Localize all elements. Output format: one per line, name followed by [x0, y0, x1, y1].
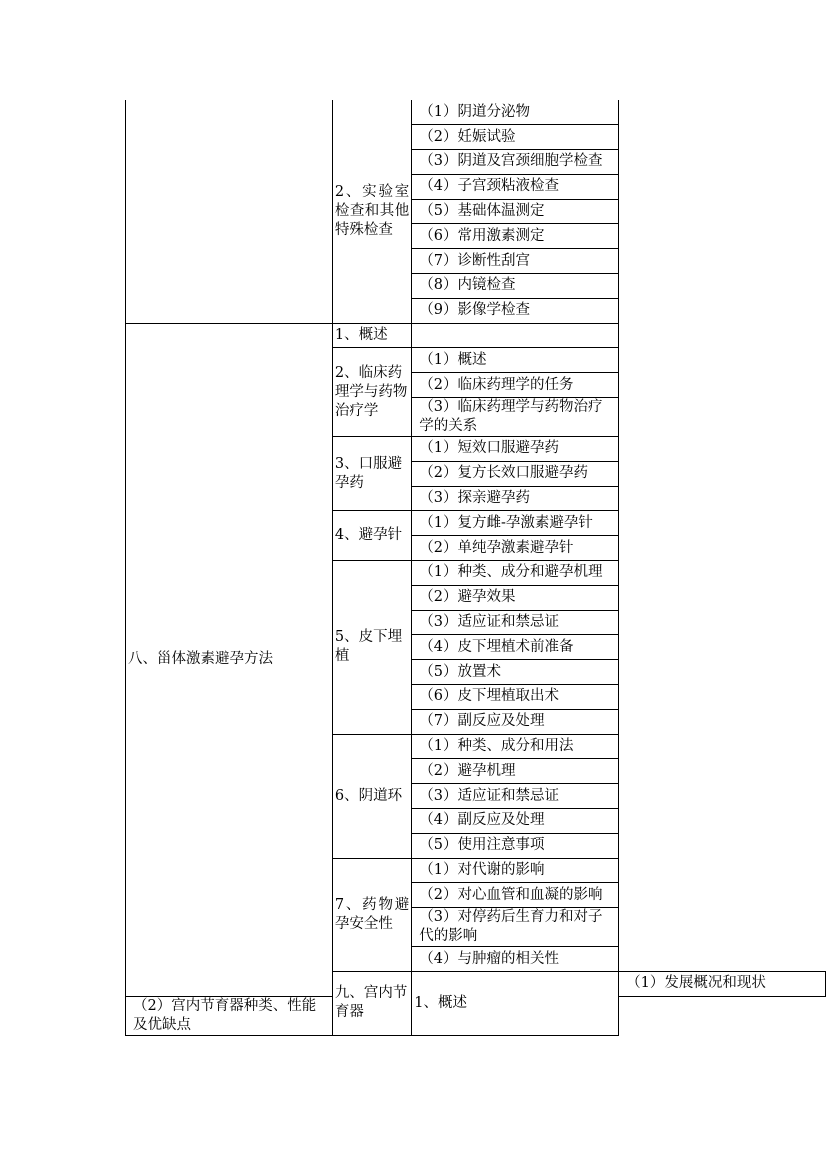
item-text: （5）放置术 — [412, 660, 619, 685]
item-text: （3）适应证和禁忌证 — [412, 610, 619, 635]
item-text: （1）阴道分泌物 — [412, 100, 619, 125]
item-text: （3）临床药理学与药物治疗学的关系 — [412, 398, 619, 437]
topic-title: 1、概述 — [412, 972, 619, 1036]
item-text: （1）种类、成分和避孕机理 — [412, 561, 619, 586]
item-text: （2）对心血管和血凝的影响 — [412, 883, 619, 908]
section-title — [126, 100, 333, 323]
item-text: （1）概述 — [412, 348, 619, 373]
item-text: （5）使用注意事项 — [412, 833, 619, 858]
section-title: 九、宫内节育器 — [332, 972, 411, 1036]
item-text: （3）适应证和禁忌证 — [412, 784, 619, 809]
topic-title: 1、概述 — [332, 323, 411, 348]
topic-title: 6、阴道环 — [332, 734, 411, 858]
item-text: （1）种类、成分和用法 — [412, 734, 619, 759]
item-text: （2）临床药理学的任务 — [412, 373, 619, 398]
item-text: （2）宫内节育器种类、性能及优缺点 — [126, 996, 333, 1035]
topic-title: 4、避孕针 — [332, 511, 411, 561]
topic-title: 3、口服避孕药 — [332, 437, 411, 511]
item-text: （5）基础体温测定 — [412, 199, 619, 224]
section-title: 八、甾体激素避孕方法 — [126, 323, 333, 996]
item-text: （4）皮下埋植术前准备 — [412, 635, 619, 660]
item-text: （2）妊娠试验 — [412, 125, 619, 150]
topic-title: 2、实验室检查和其他特殊检查 — [332, 100, 411, 323]
item-text: （1）发展概况和现状 — [619, 972, 826, 997]
item-text: （9）影像学检查 — [412, 298, 619, 323]
item-text — [412, 323, 619, 348]
item-text: （2）避孕效果 — [412, 585, 619, 610]
item-text: （6）皮下埋植取出术 — [412, 685, 619, 710]
item-text: （4）与肿瘤的相关性 — [412, 947, 619, 972]
item-text: （1）对代谢的影响 — [412, 858, 619, 883]
item-text: （2）单纯孕激素避孕针 — [412, 536, 619, 561]
table-row — [126, 323, 826, 348]
item-text: （3）对停药后生育力和对子代的影响 — [412, 908, 619, 947]
item-text: （2）避孕机理 — [412, 759, 619, 784]
item-text: （3）阴道及宫颈细胞学检查 — [412, 150, 619, 175]
item-text: （1）短效口服避孕药 — [412, 437, 619, 462]
item-text: （8）内镜检查 — [412, 274, 619, 299]
item-text: （7）诊断性刮宫 — [412, 249, 619, 274]
item-text: （7）副反应及处理 — [412, 709, 619, 734]
syllabus-table — [125, 100, 826, 1036]
item-text: （6）常用激素测定 — [412, 224, 619, 249]
item-text: （3）探亲避孕药 — [412, 486, 619, 511]
item-text: （4）副反应及处理 — [412, 809, 619, 834]
item-text: （4）子宫颈粘液检查 — [412, 174, 619, 199]
item-text: （1）复方雌-孕激素避孕针 — [412, 511, 619, 536]
item-text: （2）复方长效口服避孕药 — [412, 461, 619, 486]
topic-title: 7、药物避孕安全性 — [332, 858, 411, 971]
table-row — [126, 100, 826, 125]
topic-title: 5、皮下埋植 — [332, 561, 411, 735]
topic-title: 2、临床药理学与药物治疗学 — [332, 348, 411, 437]
